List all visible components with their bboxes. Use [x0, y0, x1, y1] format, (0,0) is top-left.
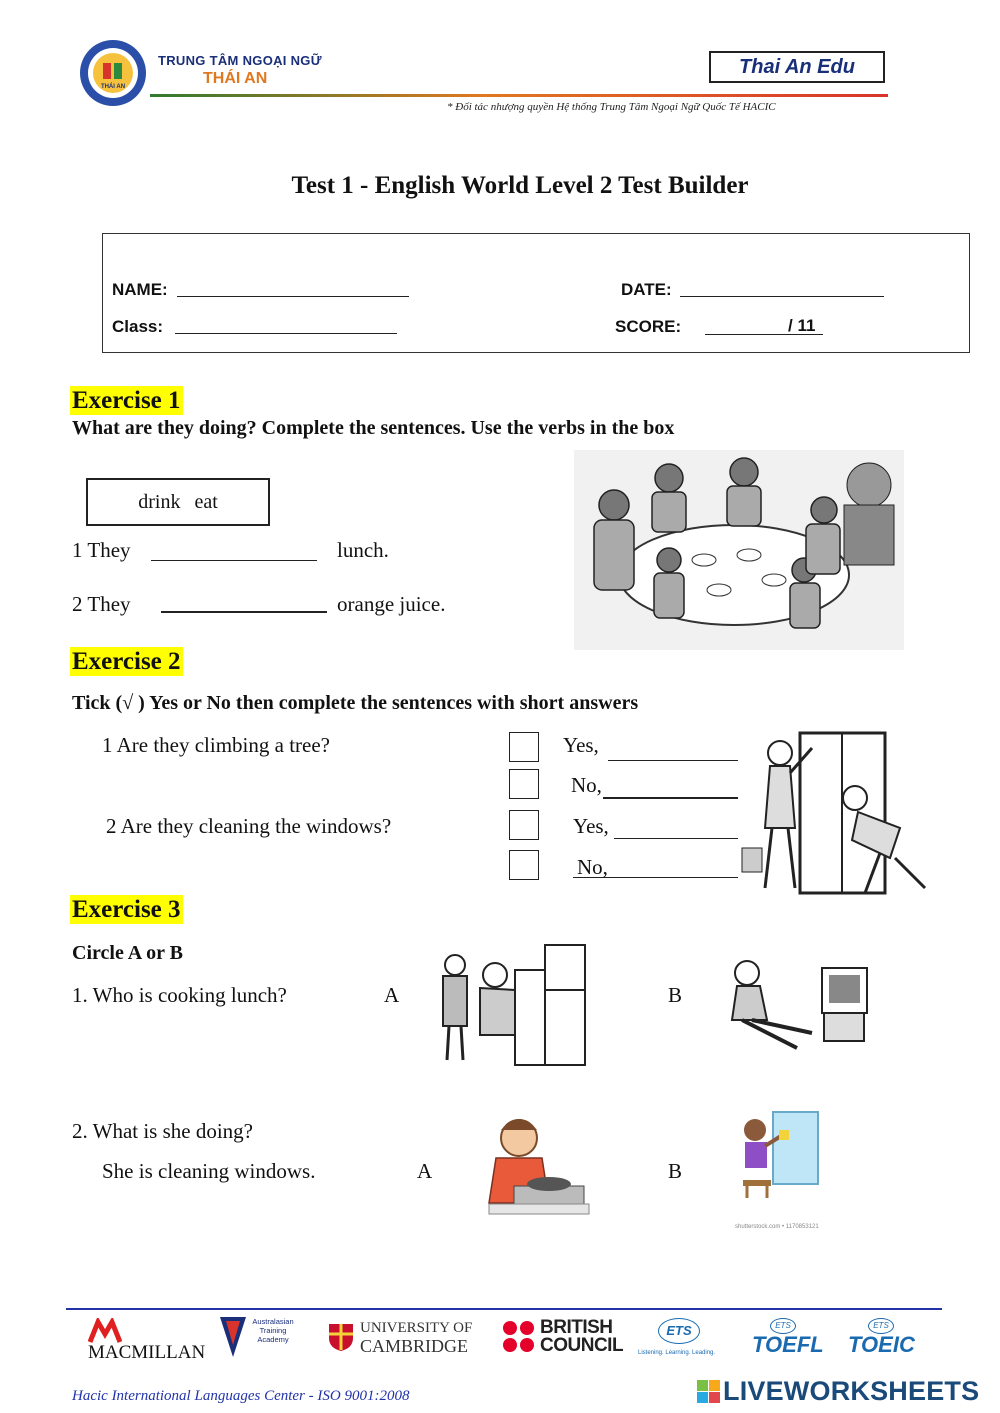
british-text-1: BRITISH: [540, 1317, 613, 1338]
british-text-2: COUNCIL: [540, 1335, 624, 1356]
australasian-text: Australasian Training Academy: [252, 1317, 294, 1344]
ex3-q2-answer: She is cleaning windows.: [102, 1159, 316, 1183]
exercise-2-instruction: Tick (√ ) Yes or No then complete the sentences with short answers: [72, 692, 639, 714]
ets-tagline: Listening. Learning. Leading.: [638, 1350, 716, 1356]
ex3-q2-option-a[interactable]: A: [417, 1159, 433, 1183]
student-info-box: [102, 233, 970, 353]
center-badge-logo: [78, 38, 148, 108]
ets-logo: [638, 1318, 715, 1356]
ex2-q2-yes-answer[interactable]: [614, 838, 738, 839]
exercise-1-instruction: What are they doing? Complete the sentences. Use the verbs in the box: [72, 417, 675, 439]
girl-watching-tv-image: [712, 948, 882, 1058]
woman-cooking-image: [474, 1108, 604, 1228]
page-title: Test 1 - English World Level 2 Test Builder: [291, 172, 749, 199]
ex2-q1-no-checkbox[interactable]: [509, 769, 539, 799]
ex2-q1-yes-checkbox[interactable]: [509, 732, 539, 762]
class-label: Class:: [112, 317, 164, 336]
cleaning-windows-image: [740, 728, 940, 900]
ex3-q1-option-a[interactable]: A: [384, 983, 400, 1007]
score-total: / 11: [788, 316, 816, 335]
ex2-q1-no-label: No,: [571, 773, 602, 797]
toefl-ets-mark: ETS: [770, 1318, 796, 1334]
center-name-line1: TRUNG TÂM NGOẠI NGỮ: [158, 53, 322, 68]
ex1-item2-answer[interactable]: [161, 589, 327, 613]
british-council-logo: [502, 1317, 624, 1356]
ex3-question-2: 2. What is she doing?: [72, 1119, 254, 1143]
ex2-q2-no-checkbox[interactable]: [509, 850, 539, 880]
ex2-question-1: 1 Are they climbing a tree?: [102, 733, 330, 757]
class-field[interactable]: [175, 333, 397, 334]
name-field[interactable]: [177, 296, 409, 297]
ex1-item1-answer[interactable]: [151, 538, 317, 561]
ex1-item1-prefix: 1 They: [72, 538, 131, 562]
macmillan-logo: [88, 1318, 205, 1364]
liveworksheets-text: LIVEWORKSHEETS: [723, 1376, 980, 1406]
ex1-item1-suffix: lunch.: [337, 538, 389, 562]
ex2-q2-no-label: No,: [577, 855, 608, 879]
australasian-logo: [218, 1315, 294, 1359]
ets-text: ETS: [658, 1318, 700, 1344]
ex1-item2-suffix: orange juice.: [337, 592, 446, 616]
word-box: [86, 478, 270, 526]
ex3-q2-option-b[interactable]: B: [668, 1159, 683, 1183]
word-drink: drink: [138, 490, 181, 513]
center-footer-name: Hacic International Languages Center - ISO 9001:2008: [72, 1388, 410, 1404]
header-rule: [150, 94, 888, 97]
partner-note: * Đối tác nhượng quyền Hệ thống Trung Tâm Ngoại Ngữ Quốc Tế HACIC: [447, 101, 776, 113]
word-eat: eat: [194, 490, 218, 513]
cambridge-logo: [327, 1320, 473, 1356]
date-field[interactable]: [680, 296, 884, 297]
exercise-1-heading: Exercise 1: [72, 387, 181, 414]
toeic-logo: [848, 1318, 915, 1358]
macmillan-text: MACMILLAN: [88, 1342, 206, 1363]
ex2-q2-yes-checkbox[interactable]: [509, 810, 539, 840]
ex1-item2-prefix: 2 They: [72, 592, 131, 616]
date-label: DATE:: [621, 280, 672, 299]
family-dinner-image: [574, 450, 904, 650]
ex2-q2-yes-label: Yes,: [573, 814, 609, 838]
ex3-q1-option-b[interactable]: B: [668, 983, 683, 1007]
exercise-2-heading: Exercise 2: [72, 648, 181, 675]
ex2-q1-no-answer[interactable]: [603, 797, 738, 799]
cambridge-text-1: UNIVERSITY OF: [360, 1320, 473, 1336]
ex3-question-1: 1. Who is cooking lunch?: [72, 983, 287, 1007]
badge-text: THÁI AN: [100, 84, 126, 90]
toefl-logo: [752, 1318, 824, 1358]
ex2-q1-yes-label: Yes,: [563, 733, 599, 757]
toefl-text: TOEFL: [752, 1332, 824, 1357]
center-name-line2: THÁI AN: [203, 70, 268, 87]
toeic-ets-mark: ETS: [868, 1318, 894, 1334]
girl-cleaning-window-image: [735, 1108, 825, 1198]
image-credit: shutterstock.com • 1170853121: [735, 1224, 819, 1230]
brand-box: Thai An Edu: [709, 51, 885, 83]
exercise-3-instruction: Circle A or B: [72, 942, 183, 964]
ex2-q2-no-answer[interactable]: [573, 877, 738, 878]
cambridge-text-2: CAMBRIDGE: [360, 1336, 469, 1356]
name-label: NAME:: [112, 280, 168, 299]
toeic-text: TOEIC: [848, 1332, 915, 1357]
score-label: SCORE:: [615, 317, 682, 336]
footer-rule: [66, 1308, 942, 1310]
exercise-3-heading: Exercise 3: [72, 896, 181, 923]
kitchen-cooking-image: [425, 940, 600, 1070]
ex2-q1-yes-answer[interactable]: [608, 760, 738, 761]
ex2-question-2: 2 Are they cleaning the windows?: [106, 814, 392, 838]
